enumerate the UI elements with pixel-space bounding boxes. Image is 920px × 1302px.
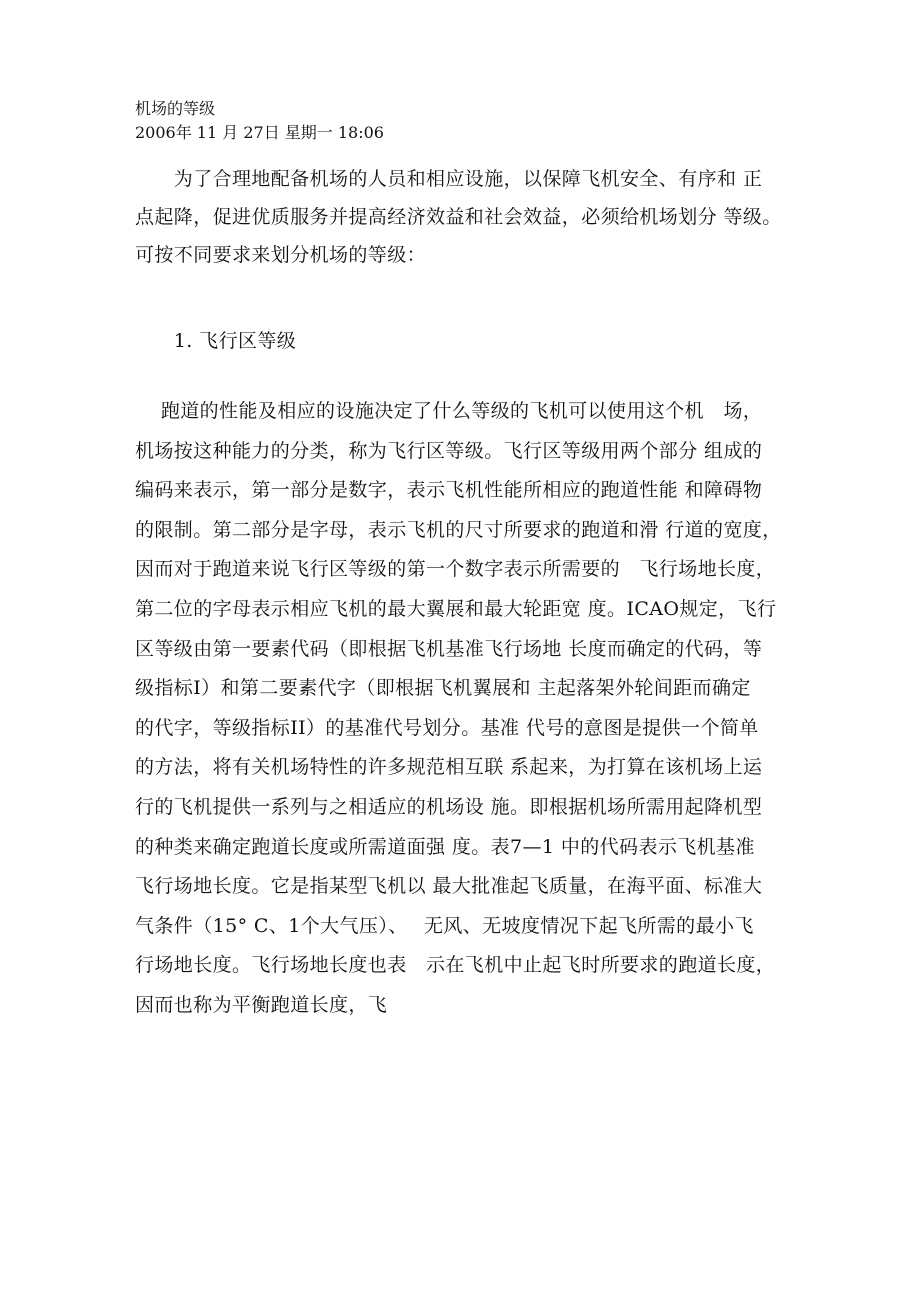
body-line: 第二位的字母表示相应飞机的最大翼展和最大轮距宽 度。ICAO规定，飞行 <box>135 597 777 620</box>
body-line: 的方法，将有关机场特性的许多规范相互联 系起来，为打算在该机场上运 <box>135 756 763 779</box>
body-line: 编码来表示，第一部分是数字，表示飞机性能所相应的跑道性能 和障碍物 <box>135 479 763 502</box>
body-line: 跑道的性能及相应的设施决定了什么等级的飞机可以使用这个机 场， <box>135 400 763 422</box>
section-heading: 1. 飞行区等级 <box>135 330 297 352</box>
document-title: 机场的等级 <box>135 99 216 118</box>
body-line: 的代字，等级指标II）的基准代号划分。基准 代号的意图是提供一个简单 <box>135 716 759 739</box>
intro-line: 点起降，促进优质服务并提高经济效益和社会效益，必须给机场划分 等级。 <box>135 206 782 228</box>
body-line: 飞行场地长度。它是指某型飞机以 最大批准起飞质量，在海平面、标准大 <box>135 875 763 898</box>
intro-paragraph <box>135 160 810 274</box>
body-line: 因而也称为平衡跑道长度，飞 <box>135 993 388 1016</box>
document-date: 2006年 11 月 27日 星期一 18:06 <box>135 123 384 142</box>
intro-line: 为了合理地配备机场的人员和相应设施，以保障飞机安全、有序和 正 <box>135 168 763 190</box>
body-line: 区等级由第一要素代码（即根据飞机基准飞行场地 长度而确定的代码，等 <box>135 637 763 660</box>
body-paragraph <box>135 392 810 1026</box>
intro-line: 可按不同要求来划分机场的等级： <box>135 244 427 266</box>
body-line: 级指标I）和第二要素代字（即根据飞机翼展和 主起落架外轮间距而确定 <box>135 677 751 700</box>
body-line: 因而对于跑道来说飞行区等级的第一个数字表示所需要的 飞行场地长度， <box>135 558 776 581</box>
body-line: 机场按这种能力的分类，称为飞行区等级。飞行区等级用两个部分 组成的 <box>135 439 763 462</box>
body-line: 的种类来确定跑道长度或所需道面强 度。表7—1 中的代码表示飞机基准 <box>135 835 755 858</box>
body-line: 行的飞机提供一系列与之相适应的机场设 施。即根据机场所需用起降机型 <box>135 795 763 818</box>
body-line: 的限制。第二部分是字母，表示飞机的尺寸所要求的跑道和滑 行道的宽度， <box>135 518 782 541</box>
body-line: 行场地长度。飞行场地长度也表 示在飞机中止起飞时所要求的跑道长度， <box>135 954 776 977</box>
body-line: 气条件（15° C、1个大气压）、 无风、无坡度情况下起飞所需的最小飞 <box>135 914 754 937</box>
